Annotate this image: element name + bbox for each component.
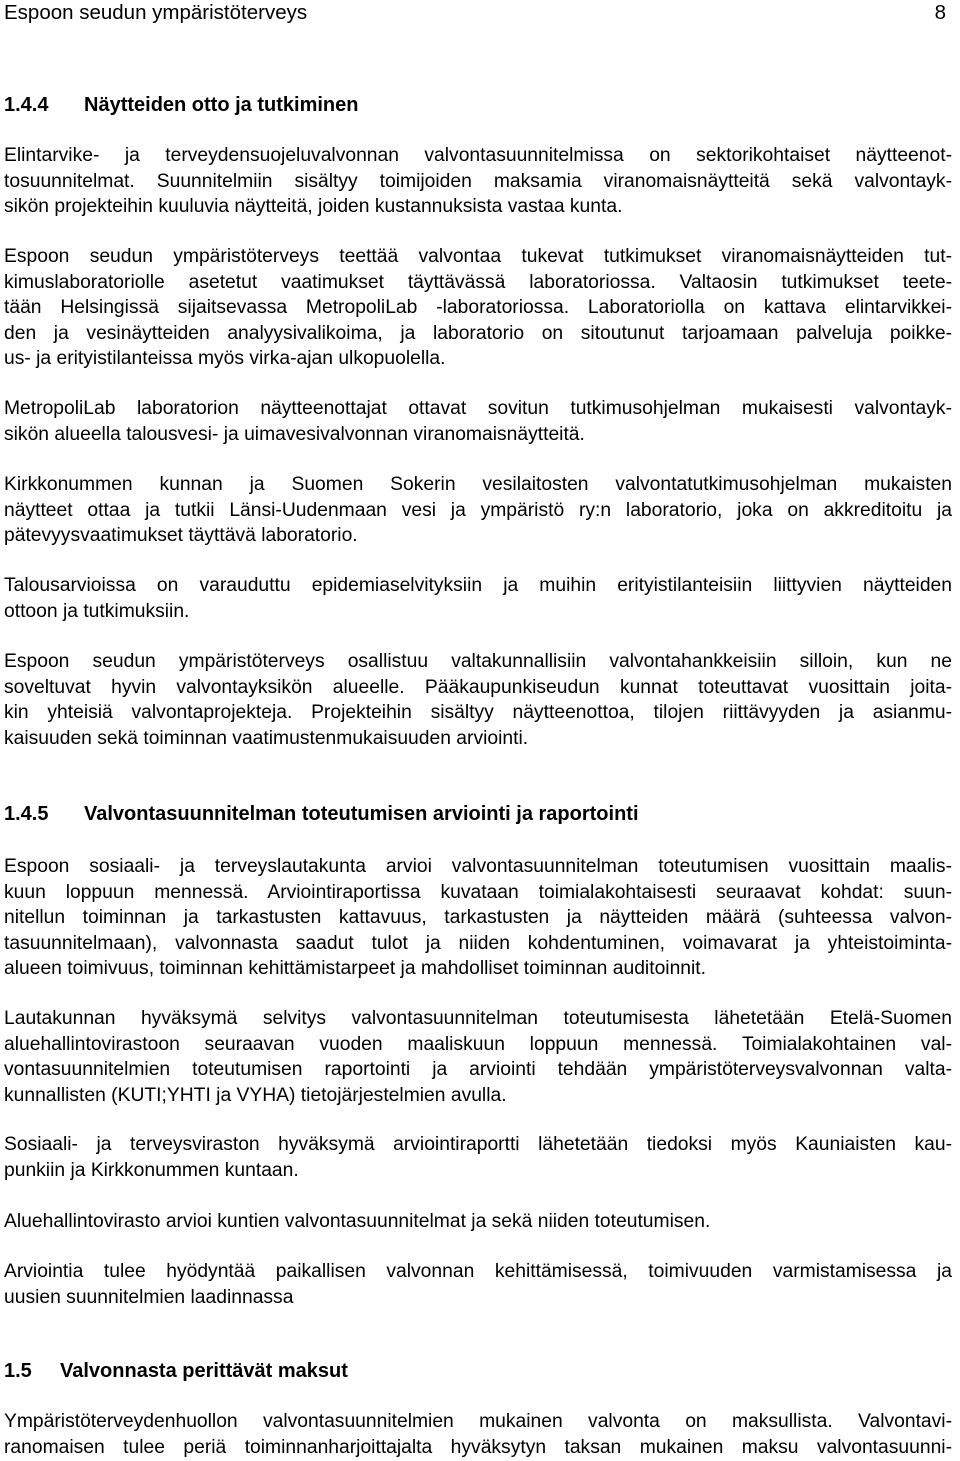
section-heading-1-5 [4, 1358, 348, 1384]
text-line: Espoon seudun ympäristöterveys osallistuu valtakunnallisiin valvontahankkeisiin silloin, kun ne [4, 651, 952, 672]
text-line: MetropoliLab laboratorion näytteenottajat ottavat sovitun tutkimusohjelman mukaisesti valvontayk- [4, 398, 952, 419]
text-line: tasuunnitelmaan), valvonnasta saadut tulot ja niiden kohdentuminen, voimavarat ja yhteistoiminta- [4, 932, 952, 954]
page-number: 8 [934, 1, 946, 24]
section-number: 1.5 [4, 1360, 32, 1382]
paragraph [4, 244, 952, 372]
paragraph [4, 1259, 952, 1310]
text-line: aluehallintovirastoon seuraavan vuoden maaliskuun loppuun mennessä. Toimialakohtainen val- [4, 1033, 952, 1055]
page-header [4, 0, 952, 30]
text-line: Espoon seudun ympäristöterveys teettää valvontaa tukevat tutkimukset viranomaisnäytteiden tut- [4, 246, 952, 267]
text-line: punkiin ja Kirkkonummen kuntaan. [4, 1159, 299, 1181]
text-line: Espoon sosiaali- ja terveyslautakunta arvioi valvontasuunnitelman toteutumisen vuosittain maalis- [4, 856, 952, 877]
paragraph [4, 472, 952, 549]
text-line: tosuunnitelmat. Suunnitelmiin sisältyy toimijoiden maksamia viranomaisnäytteitä sekä valvontayk- [4, 170, 952, 192]
text-line: Talousarvioissa on varauduttu epidemiaselvityksiin ja muihin erityistilanteisiin liittyvien näytteiden [4, 575, 952, 596]
text-line: Kirkkonummen kunnan ja Suomen Sokerin vesilaitosten valvontatutkimusohjelman mukaisten [4, 474, 952, 495]
paragraph [4, 854, 952, 982]
paragraph [4, 1006, 952, 1108]
text-line: Ympäristöterveydenhuollon valvontasuunnitelmien mukainen valvonta on maksullista. Valvontavi- [4, 1411, 952, 1432]
paragraph [4, 1209, 952, 1235]
paragraph [4, 649, 952, 751]
text-line: Aluehallintovirasto arvioi kuntien valvontasuunnitelmat ja sekä niiden toteutumisen. [4, 1211, 711, 1232]
paragraph [4, 573, 952, 624]
section-number: 1.4.4 [4, 94, 49, 116]
text-line: uusien suunnitelmien laadinnassa [4, 1286, 294, 1308]
text-line: ranomaisen tulee periä toiminnanharjoittajalta hyväksytyn taksan mukainen maksu valvontasuunni- [4, 1436, 952, 1458]
text-line: den ja vesinäytteiden analyysivalikoima, ja laboratorio on sitoutunut tarjoamaan palveluja poikke- [4, 322, 952, 344]
text-line: Elintarvike- ja terveydensuojeluvalvonnan valvontasuunnitelmissa on sektorikohtaiset näytteenot- [4, 145, 952, 166]
text-line: Sosiaali- ja terveysviraston hyväksymä arviointiraportti lähetetään tiedoksi myös Kauniaisten kau- [4, 1134, 952, 1155]
text-line: sikön alueella talousvesi- ja uimavesivalvonnan viranomaisnäytteitä. [4, 423, 585, 445]
text-line: Arviointia tulee hyödyntää paikallisen valvonnan kehittämisessä, toimivuuden varmistamisessa ja [4, 1261, 952, 1282]
text-line: näytteet ottaa ja tutkii Länsi-Uudenmaan vesi ja ympäristö ry:n laboratorio, joka on akkreditoitu ja [4, 499, 952, 521]
text-line: soveltuvat hyvin valvontayksikön alueelle. Pääkaupunkiseudun kunnat toteuttavat vuosittain joita- [4, 676, 952, 698]
text-line: kuun loppuun mennessä. Arviointiraportissa kuvataan toimialakohtaisesti seuraavat kohdat: suun- [4, 881, 952, 903]
text-line: Lautakunnan hyväksymä selvitys valvontasuunnitelman toteutumisesta lähetetään Etelä-Suomen [4, 1008, 952, 1029]
text-line: sikön projekteihin kuuluvia näytteitä, joiden kustannuksista vastaa kunta. [4, 196, 623, 217]
paragraph [4, 396, 952, 447]
text-line: kimuslaboratoriolle asetetut vaatimukset täyttävässä laboratoriossa. Valtaosin tutkimukset teete- [4, 271, 952, 293]
section-heading-1-4-4 [4, 92, 358, 118]
text-line: nitellun toiminnan ja tarkastusten kattavuus, tarkastusten ja näytteiden määrä (suhteessa valvon- [4, 907, 952, 928]
text-line: ottoon ja tutkimuksiin. [4, 600, 190, 622]
text-line: alueen toimivuus, toiminnan kehittämistarpeet ja mahdolliset toiminnan auditoinnit. [4, 958, 707, 979]
header-title: Espoon seudun ympäristöterveys [4, 1, 308, 24]
text-line: vontasuunnitelmien toteutumisen raportointi ja arviointi tehdään ympäristöterveysvalvonnan valta- [4, 1059, 952, 1080]
text-line: tään Helsingissä sijaitsevassa MetropoliLab -laboratoriossa. Laboratoriolla on kattava elintarvikkei- [4, 297, 952, 318]
paragraph [4, 1409, 952, 1460]
section-title: Valvontasuunnitelman toteutumisen arviointi ja raportointi [84, 803, 639, 825]
section-title: Näytteiden otto ja tutkiminen [84, 94, 359, 116]
section-number: 1.4.5 [4, 803, 49, 825]
text-line: kunnallisten (KUTI;YHTI ja VYHA) tietojärjestelmien avulla. [4, 1084, 507, 1106]
text-line: pätevyysvaatimukset täyttävä laboratorio. [4, 525, 358, 546]
text-line: kaisuuden sekä toiminnan vaatimustenmukaisuuden arviointi. [4, 727, 529, 749]
text-line: kin yhteisiä valvontaprojekteja. Projekteihin sisältyy näytteenottoa, tilojen riittävyyden ja asianmu- [4, 702, 952, 723]
section-title: Valvonnasta perittävät maksut [60, 1360, 348, 1382]
paragraph [4, 143, 952, 220]
section-heading-1-4-5 [4, 801, 639, 827]
paragraph [4, 1132, 952, 1183]
text-line: us- ja erityistilanteissa myös virka-ajan ulkopuolella. [4, 348, 446, 369]
